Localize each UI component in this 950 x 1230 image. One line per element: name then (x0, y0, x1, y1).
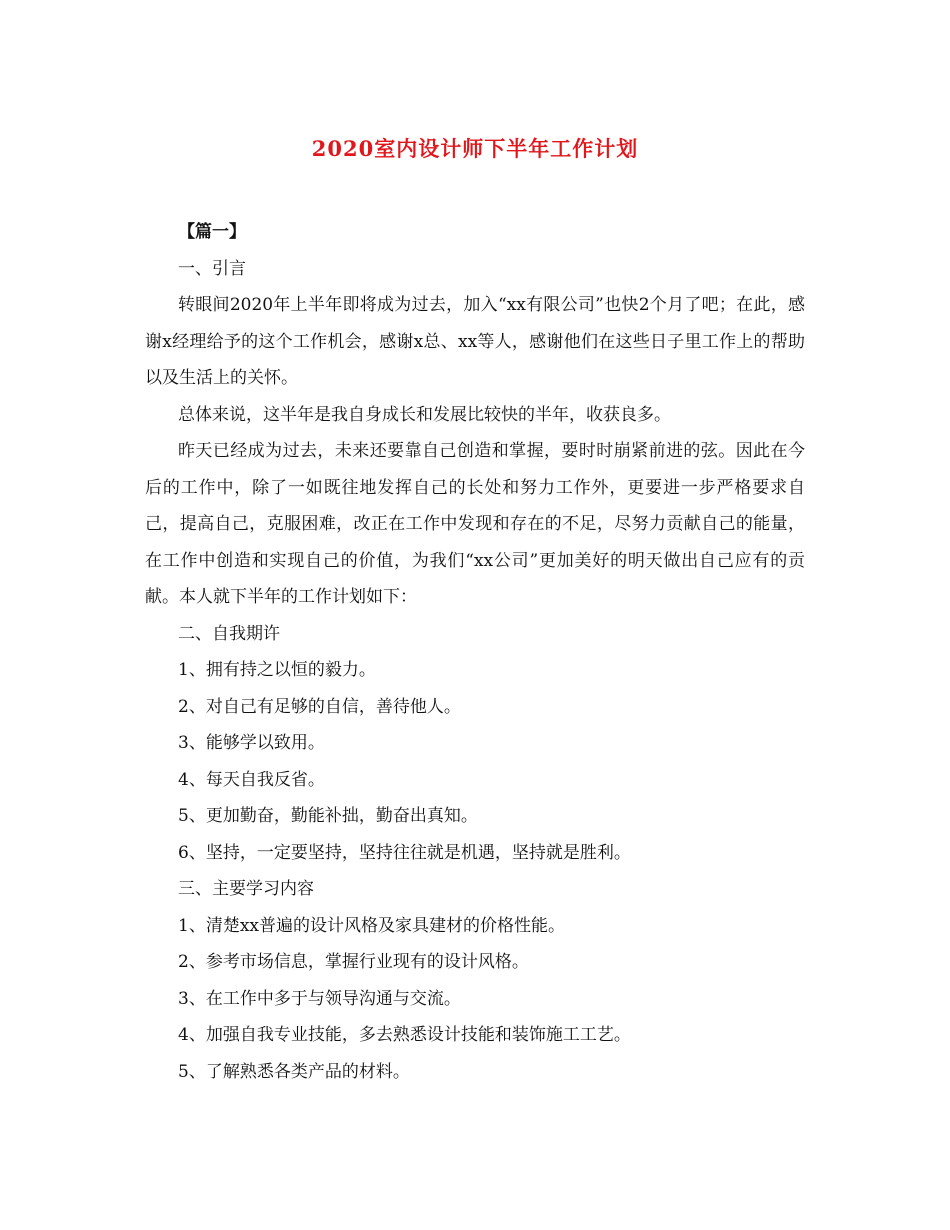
list-item: 5、更加勤奋，勤能补拙，勤奋出真知。 (178, 806, 478, 826)
list-item: 2、对自己有足够的自信，善待他人。 (178, 696, 461, 717)
paragraph: 转眼间2020年上半年即将成为过去，加入“xx有限公司”也快2个月了吧；在此，感谢x经理给予的这个工作机会，感谢x总、xx等人，感谢他们在这些日子里工作上的帮助以及生活上的关怀。 (145, 295, 805, 388)
list-item: 6、坚持，一定要坚持，坚持往往就是机遇，坚持就是胜利。 (178, 842, 631, 863)
section-heading: 一、引言 (178, 258, 246, 279)
list-item: 4、加强自我专业技能，多去熟悉设计技能和装饰施工工艺。 (178, 1025, 631, 1045)
paragraph: 总体来说，这半年是我自身成长和发展比较快的半年，收获良多。 (178, 404, 671, 425)
list-item: 2、参考市场信息，掌握行业现有的设计风格。 (178, 952, 529, 972)
section-heading: 二、自我期许 (178, 623, 280, 644)
document-body (145, 214, 805, 1090)
list-item: 3、能够学以致用。 (178, 733, 325, 753)
section-heading: 三、主要学习内容 (178, 879, 314, 899)
list-item: 1、拥有持之以恒的毅力。 (178, 660, 376, 680)
list-item: 5、了解熟悉各类产品的材料。 (178, 1061, 410, 1082)
list-item: 1、清楚xx普遍的设计风格及家具建材的价格性能。 (178, 915, 565, 936)
section-marker: 【篇一】 (178, 222, 246, 242)
paragraph: 昨天已经成为过去，未来还要靠自己创造和掌握，要时时崩紧前进的弦。因此在今后的工作中，除了一如既往地发挥自己的长处和努力工作外，更要进一步严格要求自己，提高自己，克服困难，改正在工作中发现和存在的不足，尽努力贡献自己的能量，在工作中创造和实现自己的价值，为我们“xx公司”更加美好的明天做出自己应有的贡献。本人就下半年的工作计划如下： (145, 441, 805, 607)
list-item: 3、在工作中多于与领导沟通与交流。 (178, 988, 461, 1009)
list-item: 4、每天自我反省。 (178, 769, 325, 790)
document-title: 2020室内设计师下半年工作计划 (311, 136, 639, 161)
